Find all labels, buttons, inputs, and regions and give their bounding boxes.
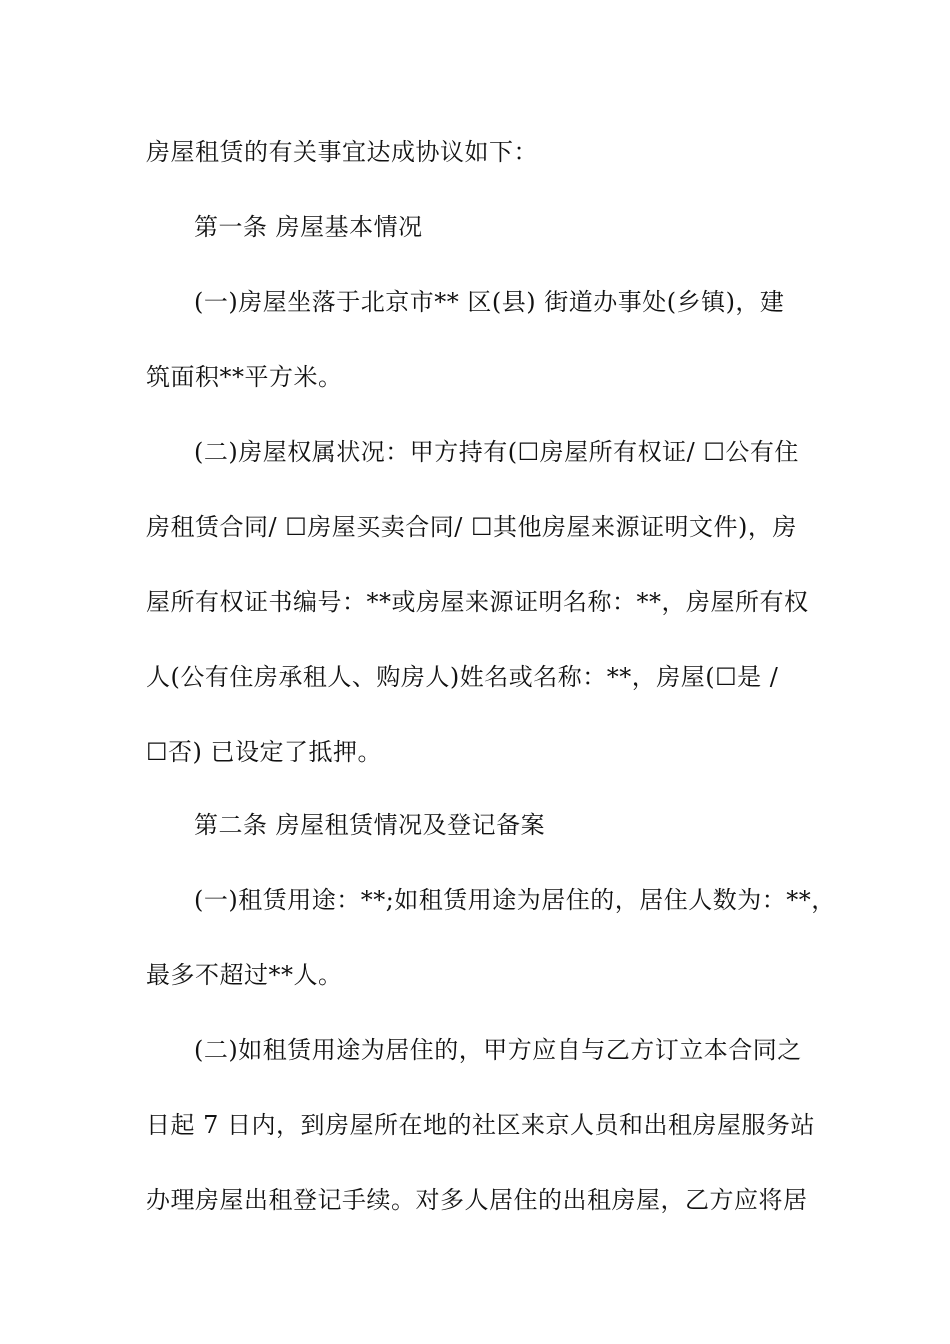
article-1-clause-1-line-2: 筑面积**平方米。 — [146, 363, 343, 391]
article-1-heading: 第一条 房屋基本情况 — [194, 213, 423, 241]
article-1-clause-2-line-4: 人(公有住房承租人、购房人)姓名或名称：**，房屋(☐是 / — [146, 663, 779, 691]
article-2-clause-1-line-2: 最多不超过**人。 — [146, 961, 343, 989]
article-2-clause-2-line-2: 日起 7 日内，到房屋所在地的社区来京人员和出租房屋服务站 — [146, 1111, 816, 1139]
article-1-clause-2-line-2: 房租赁合同/ ☐房屋买卖合同/ ☐其他房屋来源证明文件)，房 — [146, 513, 797, 541]
article-2-clause-2-line-3: 办理房屋出租登记手续。对多人居住的出租房屋，乙方应将居 — [146, 1186, 808, 1214]
article-1-clause-2-line-3: 屋所有权证书编号：**或房屋来源证明名称：**，房屋所有权 — [146, 588, 809, 616]
article-2-clause-1-line-1: (一)租赁用途：**;如租赁用途为居住的，居住人数为：**， — [194, 886, 836, 914]
article-2-heading: 第二条 房屋租赁情况及登记备案 — [194, 811, 546, 839]
article-1-clause-2-line-5: ☐否) 已设定了抵押。 — [146, 738, 383, 766]
article-2-clause-2-line-1: (二)如租赁用途为居住的，甲方应自与乙方订立本合同之 — [194, 1036, 802, 1064]
article-1-clause-2-line-1: (二)房屋权属状况：甲方持有(☐房屋所有权证/ ☐公有住 — [194, 438, 799, 466]
paragraph-intro-line: 房屋租赁的有关事宜达成协议如下： — [146, 138, 538, 166]
article-1-clause-1-line-1: (一)房屋坐落于北京市** 区(县) 街道办事处(乡镇)，建 — [194, 288, 785, 316]
